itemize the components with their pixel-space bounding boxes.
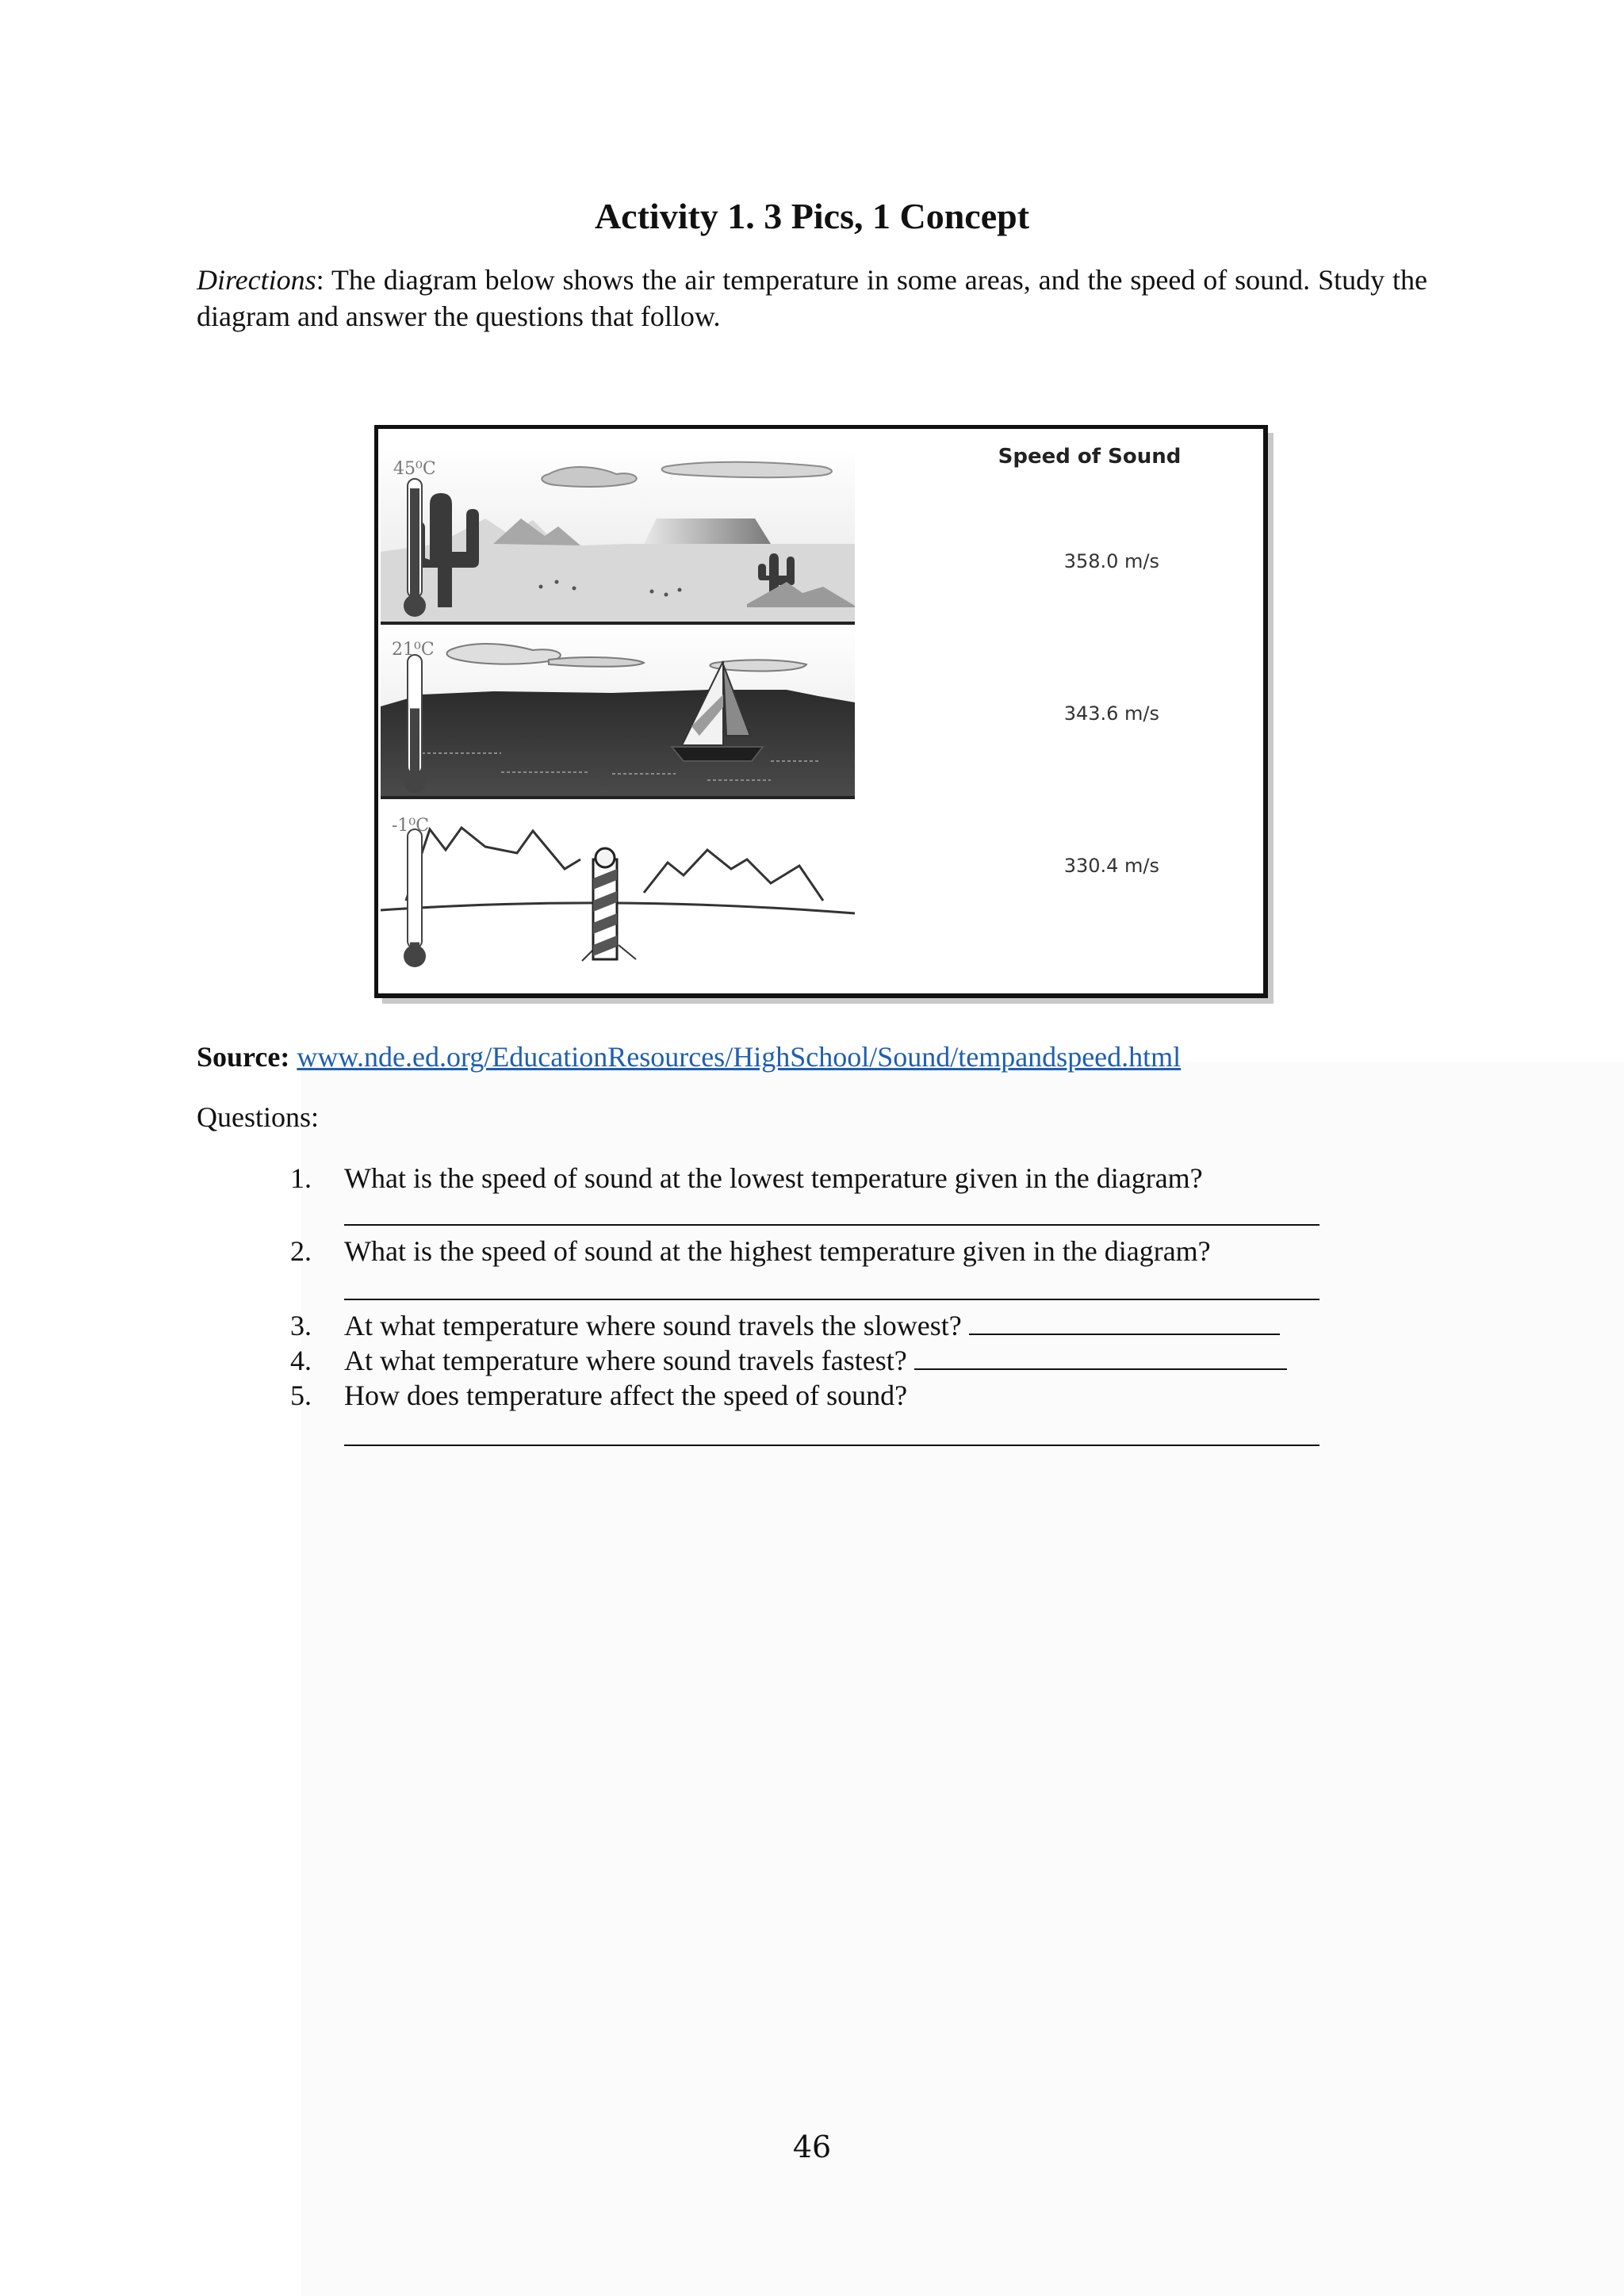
question-text: What is the speed of sound at the highest temperature given in the diagram? xyxy=(344,1235,1211,1267)
question-text: What is the speed of sound at the lowest temperature given in the diagram? xyxy=(344,1162,1203,1194)
answer-line-5[interactable] xyxy=(344,1445,1320,1446)
polar-scene xyxy=(381,799,855,991)
speed-value-1: 358.0 m/s xyxy=(1063,550,1159,572)
question-text: At what temperature where sound travels the slowest? xyxy=(344,1310,962,1341)
question-number: 4. xyxy=(290,1345,312,1376)
questions-heading: Questions: xyxy=(197,1101,320,1133)
question-4 xyxy=(290,1343,1287,1378)
source-line xyxy=(197,1040,1181,1073)
question-number: 3. xyxy=(290,1310,312,1341)
question-3 xyxy=(290,1308,1280,1343)
question-text: At what temperature where sound travels fastest? xyxy=(344,1345,907,1376)
desert-scene xyxy=(381,447,855,622)
temperature-label-2: 21⁰C xyxy=(392,640,435,660)
page-number: 46 xyxy=(792,2130,832,2164)
question-number: 1. xyxy=(290,1162,312,1194)
speed-of-sound-header: Speed of Sound xyxy=(998,445,1182,469)
answer-line-1[interactable] xyxy=(344,1224,1320,1226)
answer-line-2[interactable] xyxy=(344,1299,1320,1300)
question-1 xyxy=(290,1161,1203,1196)
striped-pole xyxy=(593,848,617,959)
source-label: Source: xyxy=(197,1041,290,1073)
directions xyxy=(197,262,1427,335)
temperature-label-1: 45⁰C xyxy=(393,459,436,479)
sea-scene xyxy=(381,625,855,796)
question-number: 5. xyxy=(290,1380,312,1411)
speed-value-2: 343.6 m/s xyxy=(1063,702,1159,725)
answer-blank-4[interactable] xyxy=(914,1345,1287,1370)
question-2 xyxy=(290,1234,1211,1269)
diagram-svg xyxy=(374,425,1274,1004)
directions-label: Directions xyxy=(197,264,316,296)
temperature-label-3: -1⁰C xyxy=(392,816,430,836)
speed-value-3: 330.4 m/s xyxy=(1063,855,1159,877)
directions-text: : The diagram below shows the air temperature in some areas, and the speed of sound. Study the diagram and answer the questions that follow. xyxy=(197,264,1427,332)
answer-blank-3[interactable] xyxy=(969,1310,1280,1335)
activity-title: Activity 1. 3 Pics, 1 Concept xyxy=(594,196,1030,236)
question-5 xyxy=(290,1378,907,1413)
question-number: 2. xyxy=(290,1235,312,1267)
speed-of-sound-diagram xyxy=(374,425,1274,1004)
source-link[interactable]: www.nde.ed.org/EducationResources/HighSchool/Sound/tempandspeed.html xyxy=(297,1041,1182,1073)
question-text: How does temperature affect the speed of sound? xyxy=(344,1380,908,1411)
